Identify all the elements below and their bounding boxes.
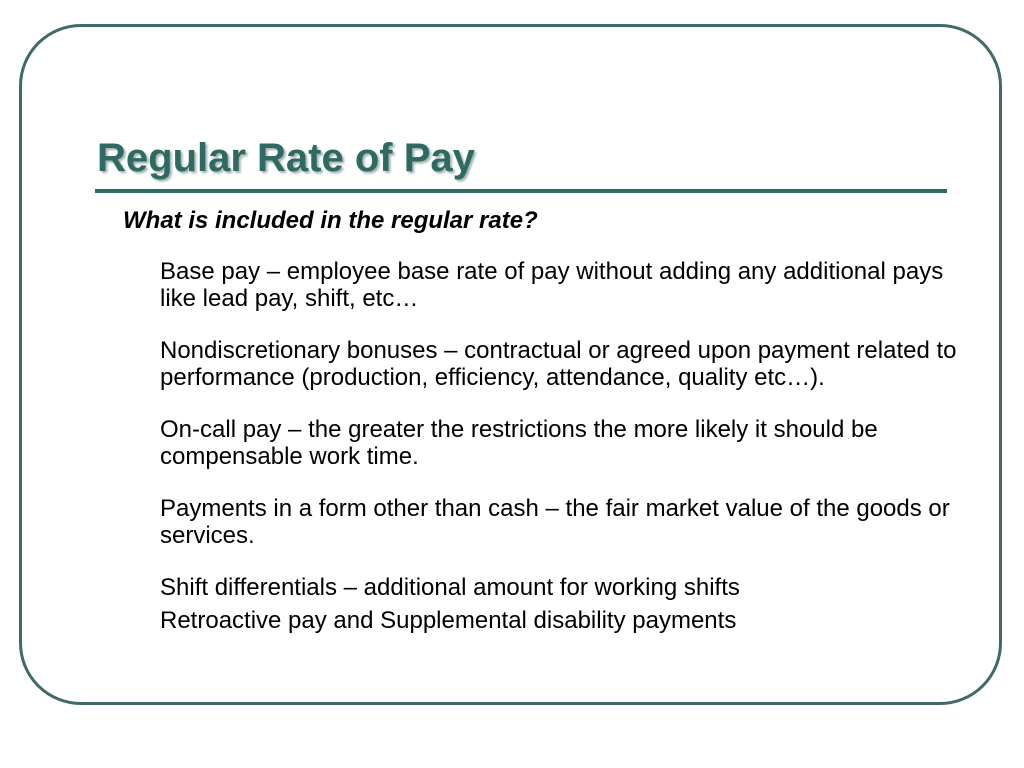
list-item-non-cash-payments: Payments in a form other than cash – the fair market value of the goods or services.	[160, 495, 950, 549]
list-item-base-pay: Base pay – employee base rate of pay without adding any additional pays like lead pay, shift, etc…	[160, 258, 944, 312]
title-underline	[95, 189, 947, 193]
list-item-shift-differentials: Shift differentials – additional amount for working shifts	[160, 574, 740, 601]
content-list	[160, 258, 980, 634]
slide-title: Regular Rate of Pay	[97, 136, 475, 180]
slide-question: What is included in the regular rate?	[123, 207, 538, 234]
list-item-nondiscretionary-bonuses: Nondiscretionary bonuses – contractual or agreed upon payment related to performance (production, efficiency, attendance, quality etc…).	[160, 337, 957, 391]
list-item-retroactive-pay: Retroactive pay and Supplemental disability payments	[160, 607, 737, 634]
list-item-on-call-pay: On-call pay – the greater the restrictions the more likely it should be compensable work time.	[160, 416, 878, 470]
